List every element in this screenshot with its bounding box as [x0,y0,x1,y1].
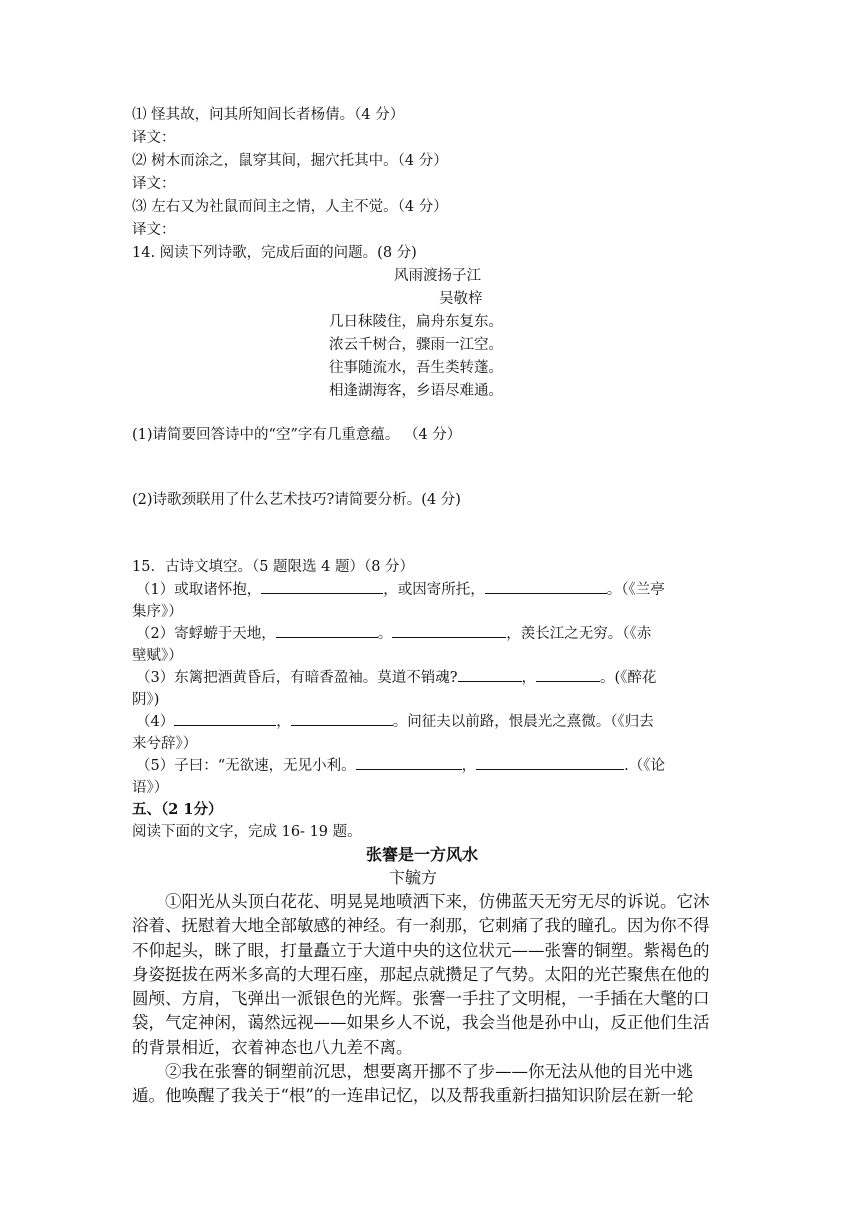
poem-line-2: 浓云千树合，骤雨一江空。 [329,337,503,353]
paragraph-line: ①阳光从头顶白花花、明晃晃地喷洒下来，仿佛蓝天无穷无尽的诉说。它沐 [165,892,710,911]
poem-line-1: 几日秣陵住，扁舟东复东。 [329,314,503,330]
poem-author: 吴敬梓 [439,291,483,307]
q14-part-1: (1)请简要回答诗中的“空”字有几重意蕴。 （4 分） [132,427,462,443]
fill-blank[interactable] [536,667,600,682]
q13-sentence-2: ⑵ 树木而涂之，鼠穿其间，掘穴托其中。（4 分） [132,153,448,169]
poem-line-3: 往事随流水，吾生类转蓬。 [329,360,503,376]
q13-sentence-3: ⑶ 左右又为社鼠而间主之情，人主不觉。（4 分） [132,199,448,215]
q15-item-5 [136,755,665,777]
fill-blank[interactable] [356,755,462,770]
q13-translation-label-2: 译文： [132,176,176,192]
fill-blank[interactable] [392,623,506,638]
fill-blank[interactable] [458,667,522,682]
poem-line-4: 相逢湖海客，乡语尽难通。 [329,383,503,399]
q15-heading: 15．古诗文填空。（5 题限选 4 题）（8 分） [132,559,415,575]
q15-item-3 [136,667,656,689]
fill-blank[interactable] [485,579,607,594]
paragraph-line: ②我在张謇的铜塑前沉思，想要离开挪不了步——你无法从他的目光中逃 [165,1062,693,1081]
q15-item-3-cont: 阴》) [132,692,160,708]
fill-blank[interactable] [174,711,276,726]
q15-item-1 [136,579,665,601]
section-5-instruction: 阅读下面的文字，完成 16- 19 题。 [132,824,362,840]
q13-translation-label-1: 译文： [132,130,176,146]
q15-item-2-text-a: （2）寄蜉蝣于天地， [136,626,276,642]
q15-item-5-text-b: ， [461,758,477,774]
fill-blank[interactable] [291,711,393,726]
q14-part-2: (2)诗歌颈联用了什么艺术技巧?请简要分析。(4 分) [132,492,461,508]
fill-blank[interactable] [276,623,378,638]
article-paragraph-1 [132,890,732,1060]
paragraph-line: 身姿挺拔在两米多高的大理石座，那起点就攒足了气势。太阳的光芒聚焦在他的 [132,964,710,984]
q15-item-3-text-a: （3）东篱把酒黄昏后，有暗香盈袖。莫道不销魂? [136,670,458,686]
q13-sentence-1: ⑴ 怪其故，问其所知闾长者杨倩。（4 分） [132,107,405,123]
article-title: 张謇是一方风水 [366,845,479,864]
q15-item-4 [136,711,654,733]
paragraph-line: 的背景相近，衣着神态也八九差不离。 [132,1037,413,1057]
q15-item-2-cont: 壁赋》） [132,648,183,664]
q15-item-5-text-a: （5）子曰：“无欲速，无见小利。 [136,758,356,774]
q15-item-2-text-c: ，羡长江之无穷。（《赤 [506,626,652,642]
article-author: 卞毓方 [389,868,438,887]
paragraph-line: 圆颅、方肩，飞弹出一派银色的光辉。张謇一手拄了文明棍，一手插在大氅的口 [132,989,710,1009]
article-paragraph-2 [132,1060,732,1109]
q15-item-4-text-b: ， [276,714,291,730]
q15-item-4-text-c: 。问征夫以前路，恨晨光之熹微。（《归去 [392,714,654,730]
paragraph-line: 不仰起头，眯了眼，打量矗立于大道中央的这位状元——张謇的铜塑。紫褐色的 [132,940,710,960]
q15-item-2 [136,623,651,645]
q15-item-1-text-c: 。（《兰亭 [606,582,665,598]
q15-item-5-text-c: .（《论 [624,758,665,774]
q15-item-3-text-c: 。(《醉花 [600,670,657,686]
q15-item-5-cont: 语》） [132,780,169,796]
q15-item-1-text-a: （1）或取诸怀抱， [136,582,262,598]
q14-heading: 14. 阅读下列诗歌，完成后面的问题。(8 分) [132,245,417,261]
q15-item-4-text-a: （4） [136,714,175,730]
poem-title: 风雨渡扬子江 [394,268,481,284]
q15-item-4-cont: 来兮辞》） [132,736,198,752]
paragraph-line: 浴着、抚慰着大地全部敏感的神经。有一刹那，它刺痛了我的瞳孔。因为你不得 [132,916,710,936]
section-5-heading: 五、（2 1分） [132,801,223,818]
q15-item-1-text-b: ，或因寄所托， [383,582,485,598]
q15-item-1-cont: 集序》） [132,604,183,620]
q13-translation-label-3: 译文： [132,222,176,238]
q15-item-2-text-b: 。 [377,626,393,642]
fill-blank[interactable] [476,755,624,770]
paragraph-line: 袋，气定神闲，蔼然远视——如果乡人不说，我会当他是孙中山，反正他们生活 [132,1013,710,1033]
q15-item-3-text-b: ， [521,670,536,686]
paragraph-line: 遁。他唤醒了我关于“根”的一连串记忆，以及帮我重新扫描知识阶层在新一轮 [132,1086,694,1106]
fill-blank[interactable] [261,579,383,594]
